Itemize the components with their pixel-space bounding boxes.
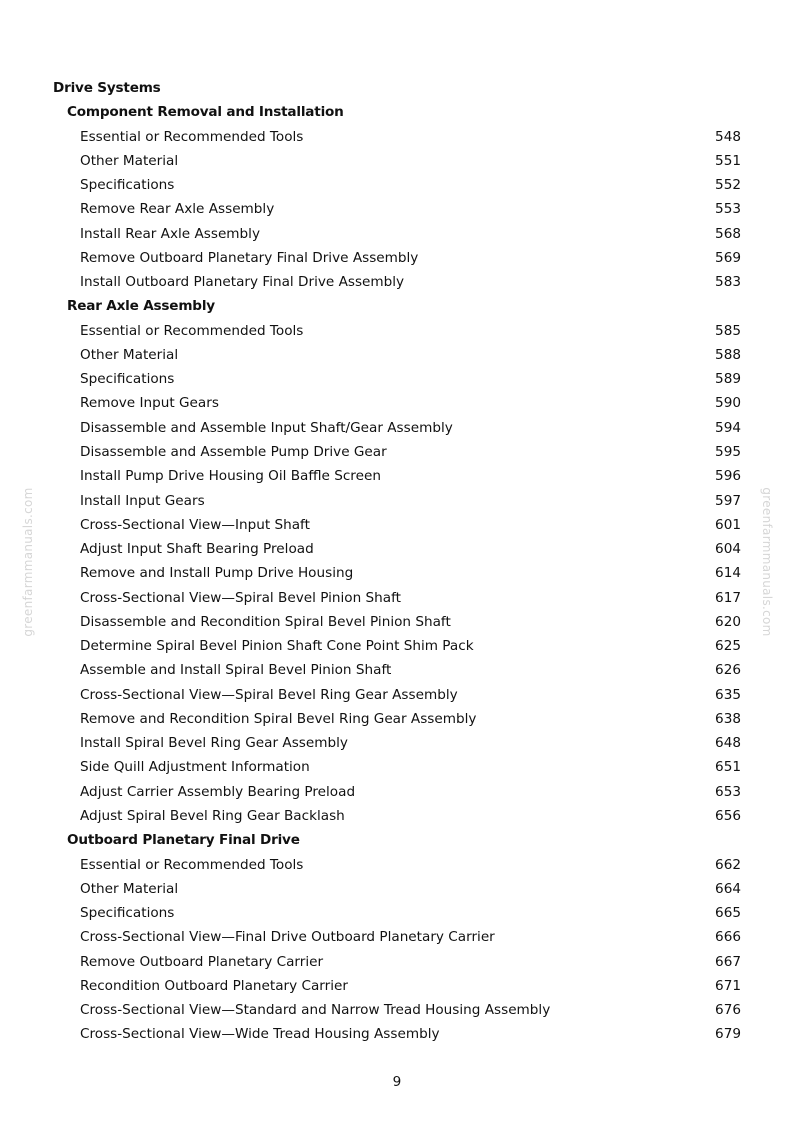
- toc-page-number: 596: [715, 468, 741, 485]
- toc-entry: [0, 513, 794, 537]
- toc-title: Component Removal and Installation: [67, 104, 344, 121]
- toc-page-number: 662: [715, 856, 741, 873]
- toc-title: Assemble and Install Spiral Bevel Pinion Shaft: [80, 662, 392, 679]
- toc-page-number: 614: [715, 565, 741, 582]
- toc-entry: [0, 391, 794, 415]
- toc-entry: [0, 901, 794, 925]
- toc-title: Install Input Gears: [80, 492, 205, 509]
- toc-page-number: 552: [715, 177, 741, 194]
- toc-entry: [0, 319, 794, 343]
- toc-page-number: 553: [715, 201, 741, 218]
- toc-title: Remove Outboard Planetary Final Drive Assembly: [80, 249, 419, 266]
- toc-title: Cross-Sectional View—Spiral Bevel Pinion Shaft: [80, 589, 401, 606]
- toc-section: [0, 828, 794, 852]
- toc-title: Install Outboard Planetary Final Drive Assembly: [80, 274, 405, 291]
- toc-page-number: 604: [715, 541, 741, 558]
- toc-page-number: 651: [715, 759, 741, 776]
- toc-page-number: 626: [715, 662, 741, 679]
- toc-chapter: [0, 76, 794, 100]
- toc-title: Other Material: [80, 880, 179, 897]
- toc-page-number: 583: [715, 274, 741, 291]
- toc-entry: [0, 925, 794, 949]
- toc-entry: [0, 950, 794, 974]
- toc-entry: [0, 707, 794, 731]
- toc-title: Cross-Sectional View—Wide Tread Housing Assembly: [80, 1026, 440, 1043]
- toc-page-number: 671: [715, 977, 741, 994]
- toc-page-number: 590: [715, 395, 741, 412]
- toc-entry: [0, 1022, 794, 1046]
- toc-title: Adjust Spiral Bevel Ring Gear Backlash: [80, 807, 345, 824]
- toc-page-number: 638: [715, 710, 741, 727]
- toc-title: Remove Input Gears: [80, 395, 219, 412]
- toc-page-number: 625: [715, 638, 741, 655]
- toc-entry: [0, 246, 794, 270]
- toc-entry: [0, 755, 794, 779]
- toc-entry: [0, 149, 794, 173]
- toc-entry: [0, 683, 794, 707]
- toc-title: Essential or Recommended Tools: [80, 128, 304, 145]
- toc-title: Other Material: [80, 346, 179, 363]
- toc-title: Side Quill Adjustment Information: [80, 759, 310, 776]
- toc-title: Remove Outboard Planetary Carrier: [80, 953, 324, 970]
- toc-page-number: 589: [715, 371, 741, 388]
- toc-title: Remove Rear Axle Assembly: [80, 201, 275, 218]
- toc-entry: [0, 634, 794, 658]
- toc-title: Cross-Sectional View—Input Shaft: [80, 516, 310, 533]
- toc-page-number: 666: [715, 929, 741, 946]
- toc-title: Other Material: [80, 152, 179, 169]
- toc-title: Specifications: [80, 905, 175, 922]
- toc-page-number: 676: [715, 1002, 741, 1019]
- toc-title: Disassemble and Assemble Pump Drive Gear: [80, 443, 387, 460]
- toc-entry: [0, 974, 794, 998]
- toc-title: Cross-Sectional View—Spiral Bevel Ring Gear Assembly: [80, 686, 458, 703]
- toc-title: Remove and Recondition Spiral Bevel Ring Gear Assembly: [80, 710, 477, 727]
- toc-page-number: 597: [715, 492, 741, 509]
- toc-entry: [0, 416, 794, 440]
- toc-page-number: 568: [715, 225, 741, 242]
- toc-title: Install Pump Drive Housing Oil Baffle Screen: [80, 468, 381, 485]
- toc-entry: [0, 489, 794, 513]
- toc-entry: [0, 222, 794, 246]
- toc-page-number: 648: [715, 735, 741, 752]
- toc-entry: [0, 343, 794, 367]
- toc-page-number: 551: [715, 152, 741, 169]
- toc-section: [0, 100, 794, 124]
- toc-title: Install Spiral Bevel Ring Gear Assembly: [80, 735, 348, 752]
- toc-page-number: 548: [715, 128, 741, 145]
- toc-entry: [0, 998, 794, 1022]
- toc-entry: [0, 610, 794, 634]
- toc-section: [0, 294, 794, 318]
- toc-entry: [0, 367, 794, 391]
- table-of-contents: [0, 76, 794, 1047]
- toc-entry: [0, 658, 794, 682]
- toc-title: Install Rear Axle Assembly: [80, 225, 261, 242]
- toc-page-number: 594: [715, 419, 741, 436]
- toc-title: Specifications: [80, 177, 175, 194]
- toc-page-number: 665: [715, 905, 741, 922]
- toc-entry: [0, 780, 794, 804]
- toc-entry: [0, 270, 794, 294]
- toc-title: Remove and Install Pump Drive Housing: [80, 565, 354, 582]
- toc-title: Adjust Carrier Assembly Bearing Preload: [80, 783, 356, 800]
- toc-page-number: 595: [715, 443, 741, 460]
- toc-title: Disassemble and Assemble Input Shaft/Gear Assembly: [80, 419, 453, 436]
- toc-title: Recondition Outboard Planetary Carrier: [80, 977, 348, 994]
- toc-title: Essential or Recommended Tools: [80, 322, 304, 339]
- toc-entry: [0, 125, 794, 149]
- toc-entry: [0, 440, 794, 464]
- toc-entry: [0, 731, 794, 755]
- toc-page-number: 679: [715, 1026, 741, 1043]
- toc-title: Disassemble and Recondition Spiral Bevel Pinion Shaft: [80, 613, 451, 630]
- toc-page-number: 664: [715, 880, 741, 897]
- toc-entry: [0, 804, 794, 828]
- toc-page-number: 635: [715, 686, 741, 703]
- toc-page-number: 585: [715, 322, 741, 339]
- toc-page-number: 601: [715, 516, 741, 533]
- toc-title: Adjust Input Shaft Bearing Preload: [80, 541, 314, 558]
- toc-entry: [0, 586, 794, 610]
- toc-entry: [0, 853, 794, 877]
- watermark-right: greenfarmmanuals.com: [760, 487, 774, 637]
- toc-title: Specifications: [80, 371, 175, 388]
- toc-entry: [0, 877, 794, 901]
- toc-entry: [0, 561, 794, 585]
- toc-entry: [0, 537, 794, 561]
- toc-page-number: 667: [715, 953, 741, 970]
- toc-entry: [0, 464, 794, 488]
- toc-page-number: 617: [715, 589, 741, 606]
- toc-title: Determine Spiral Bevel Pinion Shaft Cone Point Shim Pack: [80, 638, 474, 655]
- toc-title: Outboard Planetary Final Drive: [67, 832, 300, 849]
- toc-entry: [0, 197, 794, 221]
- toc-title: Cross-Sectional View—Standard and Narrow Tread Housing Assembly: [80, 1002, 551, 1019]
- toc-page-number: 653: [715, 783, 741, 800]
- toc-title: Essential or Recommended Tools: [80, 856, 304, 873]
- toc-page-number: 588: [715, 346, 741, 363]
- toc-title: Rear Axle Assembly: [67, 298, 215, 315]
- toc-page-number: 656: [715, 807, 741, 824]
- toc-title: Drive Systems: [53, 80, 161, 96]
- toc-title: Cross-Sectional View—Final Drive Outboard Planetary Carrier: [80, 929, 495, 946]
- toc-page-number: 569: [715, 249, 741, 266]
- toc-page-number: 620: [715, 613, 741, 630]
- watermark-left: greenfarmmanuals.com: [21, 487, 35, 637]
- toc-entry: [0, 173, 794, 197]
- page-number: 9: [392, 1074, 402, 1090]
